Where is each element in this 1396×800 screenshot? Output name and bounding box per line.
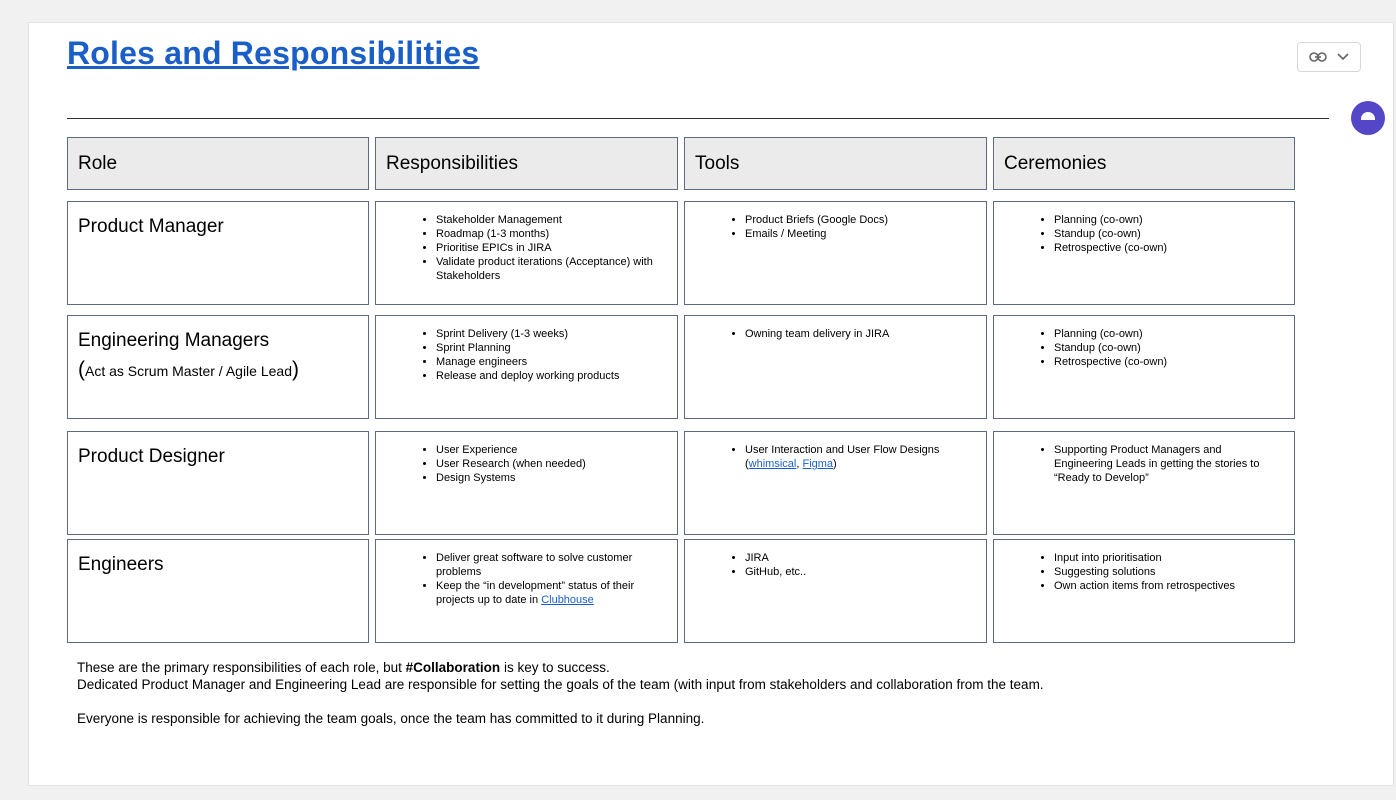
clubhouse-link[interactable]: Clubhouse [541, 594, 594, 606]
tools-cell-engineering-managers [684, 315, 987, 419]
whimsical-link[interactable]: whimsical [748, 458, 797, 470]
list-item: • Owning team delivery in JIRA [745, 327, 974, 341]
chevron-down-icon [1337, 53, 1349, 61]
ceremonies-cell-product-manager [993, 201, 1295, 305]
list-item: • Emails / Meeting [745, 227, 974, 241]
role-name: Engineers [78, 554, 164, 575]
footer-notes [77, 659, 1044, 727]
responsibilities-cell-product-manager [375, 201, 678, 305]
list-item: • Deliver great software to solve customer problems [436, 551, 665, 579]
comment-bubble-icon [1360, 109, 1376, 128]
responsibilities-cell-product-designer [375, 431, 678, 535]
role-cell-product-designer [67, 431, 369, 535]
list-item: • Own action items from retrospectives [1054, 579, 1282, 593]
list-item: • Roadmap (1-3 months) [436, 227, 665, 241]
list-item: • User Experience [436, 443, 665, 457]
role-name: Product Manager [78, 216, 224, 237]
list-item: • Suggesting solutions [1054, 565, 1282, 579]
list-item: • Retrospective (co-own) [1054, 355, 1282, 369]
list-item: • Product Briefs (Google Docs) [745, 213, 974, 227]
list-item: • Sprint Planning [436, 341, 665, 355]
list-item: • Supporting Product Managers and Engineering Leads in getting the stories to “Ready to Develop” [1054, 443, 1282, 485]
list-item: • Release and deploy working products [436, 369, 665, 383]
slide [28, 22, 1394, 786]
role-name: Product Designer [78, 446, 225, 467]
list-item: • Sprint Delivery (1-3 weeks) [436, 327, 665, 341]
header-responsibilities: Responsibilities [375, 137, 678, 190]
role-subtitle: (Act as Scrum Master / Agile Lead) [78, 358, 299, 381]
list-item: • User Interaction and User Flow Designs (whimsical, Figma) [745, 443, 974, 471]
responsibilities-cell-engineering-managers [375, 315, 678, 419]
role-cell-product-manager [67, 201, 369, 305]
list-item: • Validate product iterations (Acceptance) with Stakeholders [436, 255, 665, 283]
list-item: • Planning (co-own) [1054, 213, 1282, 227]
figma-link[interactable]: Figma [802, 458, 834, 470]
collaboration-hashtag: #Collaboration [405, 660, 501, 675]
link-icon [1309, 52, 1327, 62]
role-cell-engineering-managers [67, 315, 369, 419]
ceremonies-cell-engineers [993, 539, 1295, 643]
list-item: • Keep the “in development” status of their projects up to date in Clubhouse [436, 579, 665, 607]
page-title[interactable]: Roles and Responsibilities [67, 35, 480, 71]
tools-cell-product-designer [684, 431, 987, 535]
divider [67, 118, 1329, 119]
tools-cell-engineers [684, 539, 987, 643]
ceremonies-cell-product-designer [993, 431, 1295, 535]
list-item: • Standup (co-own) [1054, 341, 1282, 355]
list-item: • Retrospective (co-own) [1054, 241, 1282, 255]
link-options-button[interactable] [1297, 42, 1361, 72]
role-name: Engineering Managers [78, 330, 270, 351]
list-item: • Design Systems [436, 471, 665, 485]
list-item: • Input into prioritisation [1054, 551, 1282, 565]
list-item: • Stakeholder Management [436, 213, 665, 227]
footer-line-2: Dedicated Product Manager and Engineering Lead are responsible for setting the goals of the team (with input from stakeholders and collaboration from the team. [77, 677, 1044, 692]
footer-line-3: Everyone is responsible for achieving the team goals, once the team has committed to it during Planning. [77, 711, 705, 726]
list-item: • Prioritise EPICs in JIRA [436, 241, 665, 255]
role-cell-engineers [67, 539, 369, 643]
list-item: • GitHub, etc.. [745, 565, 974, 579]
comment-bubble-button[interactable] [1351, 101, 1385, 135]
footer-line-1: These are the primary responsibilities of each role, but #Collaboration is key to success. [77, 660, 610, 675]
list-item: • Planning (co-own) [1054, 327, 1282, 341]
header-role: Role [67, 137, 369, 190]
header-ceremonies: Ceremonies [993, 137, 1295, 190]
header-tools: Tools [684, 137, 987, 190]
tools-cell-product-manager [684, 201, 987, 305]
ceremonies-cell-engineering-managers [993, 315, 1295, 419]
list-item: • Manage engineers [436, 355, 665, 369]
list-item: • JIRA [745, 551, 974, 565]
list-item: • Standup (co-own) [1054, 227, 1282, 241]
list-item: • User Research (when needed) [436, 457, 665, 471]
responsibilities-cell-engineers [375, 539, 678, 643]
